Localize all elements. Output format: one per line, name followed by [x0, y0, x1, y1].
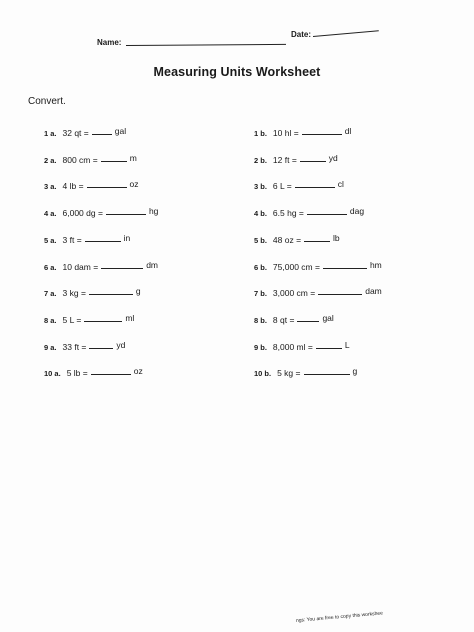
problem-3a	[44, 181, 139, 191]
target-unit: dag	[349, 206, 365, 217]
problem-2a	[44, 152, 137, 165]
problem-number: 8 a.	[44, 315, 57, 325]
answer-blank[interactable]	[318, 294, 362, 295]
target-unit: gal	[114, 126, 127, 136]
problem-number: 8 b.	[254, 315, 267, 325]
problem-expression: 75,000 cm =	[272, 261, 320, 272]
problem-expression: 3 kg =	[62, 288, 86, 299]
problem-expression: 5 kg =	[277, 368, 301, 379]
target-unit: cl	[337, 179, 344, 190]
problem-6a	[44, 259, 159, 272]
problem-5b	[254, 232, 340, 245]
name-label: Name:	[97, 38, 122, 47]
problem-expression: 800 cm =	[62, 154, 98, 165]
answer-blank[interactable]	[307, 214, 347, 215]
problem-9b	[254, 339, 350, 352]
answer-blank[interactable]	[87, 187, 127, 188]
problem-number: 9 b.	[254, 342, 267, 352]
target-unit: yd	[116, 339, 126, 350]
problem-number: 4 b.	[254, 209, 267, 219]
problem-2b	[254, 152, 338, 165]
target-unit: ml	[125, 312, 135, 323]
target-unit: L	[344, 339, 350, 350]
problem-expression: 6.5 hg =	[272, 208, 304, 219]
answer-blank[interactable]	[101, 161, 127, 162]
problem-number: 10 a.	[44, 369, 61, 379]
problem-number: 6 a.	[44, 262, 57, 272]
problem-8b	[254, 312, 334, 325]
target-unit: hm	[369, 259, 382, 270]
problem-number: 5 a.	[44, 235, 57, 245]
target-unit: oz	[133, 366, 143, 377]
problem-number: 2 a.	[44, 155, 57, 165]
problem-expression: 6 L =	[272, 181, 292, 192]
problem-expression: 5 lb =	[66, 368, 88, 379]
target-unit: g	[135, 286, 141, 297]
target-unit: g	[352, 366, 358, 377]
answer-blank[interactable]	[89, 348, 113, 349]
target-unit: hg	[148, 206, 159, 217]
problem-number: 4 a.	[44, 209, 57, 219]
footer-note: ngs: You are free to copy this workshee	[295, 610, 384, 624]
answer-blank[interactable]	[106, 214, 146, 215]
answer-blank[interactable]	[304, 374, 350, 375]
answer-blank[interactable]	[295, 187, 335, 188]
date-line	[313, 30, 379, 37]
problem-4a	[44, 208, 158, 218]
problem-expression: 10 dam =	[62, 261, 99, 272]
problem-10b	[254, 368, 357, 378]
problem-expression: 3 ft =	[62, 234, 82, 245]
problem-number: 3 b.	[254, 182, 267, 192]
target-unit: oz	[129, 179, 139, 190]
answer-blank[interactable]	[300, 161, 326, 162]
problem-7b	[254, 288, 382, 298]
problem-number: 7 b.	[254, 289, 267, 299]
problem-expression: 48 oz =	[272, 234, 302, 245]
answer-blank[interactable]	[85, 241, 121, 242]
problem-number: 7 a.	[44, 289, 57, 299]
problem-8a	[44, 312, 135, 325]
answer-blank[interactable]	[297, 321, 319, 322]
date-label: Date:	[291, 30, 312, 39]
target-unit: gal	[322, 312, 334, 323]
problem-number: 6 b.	[254, 262, 267, 272]
problem-expression: 3,000 cm =	[272, 288, 316, 299]
answer-blank[interactable]	[84, 321, 122, 322]
problem-10a	[44, 368, 143, 378]
problem-number: 1 b.	[254, 129, 267, 138]
problem-expression: 6,000 dg =	[62, 208, 103, 219]
problem-9a	[44, 339, 126, 352]
instruction-text: Convert.	[28, 96, 66, 107]
problem-expression: 12 ft =	[272, 154, 297, 165]
answer-blank[interactable]	[302, 134, 342, 135]
answer-blank[interactable]	[316, 348, 342, 349]
problem-number: 2 b.	[254, 155, 267, 165]
problem-expression: 33 ft =	[62, 341, 87, 352]
target-unit: dm	[146, 259, 159, 270]
problem-1b	[254, 128, 351, 138]
problem-expression: 10 hl =	[272, 128, 299, 138]
name-line	[126, 44, 286, 46]
problem-expression: 8,000 ml =	[272, 341, 313, 352]
problem-3b	[254, 181, 344, 191]
problem-number: 9 a.	[44, 342, 57, 352]
problem-5a	[44, 232, 131, 245]
target-unit: dl	[344, 126, 352, 136]
problem-number: 5 b.	[254, 235, 267, 245]
problem-4b	[254, 208, 364, 218]
problem-expression: 4 lb =	[62, 181, 84, 192]
target-unit: dam	[365, 286, 382, 297]
problem-expression: 5 L =	[62, 314, 82, 325]
target-unit: in	[123, 232, 131, 243]
target-unit: yd	[328, 152, 338, 163]
problem-7a	[44, 288, 141, 298]
problem-number: 10 b.	[254, 369, 272, 379]
answer-blank[interactable]	[89, 294, 133, 295]
problem-6b	[254, 259, 382, 272]
problem-expression: 8 qt =	[272, 314, 295, 325]
problem-number: 1 a.	[44, 129, 57, 138]
answer-blank[interactable]	[91, 374, 131, 375]
answer-blank[interactable]	[92, 134, 112, 135]
target-unit: lb	[333, 232, 340, 243]
answer-blank[interactable]	[304, 241, 330, 242]
answer-blank[interactable]	[323, 268, 367, 269]
answer-blank[interactable]	[101, 268, 143, 269]
problem-number: 3 a.	[44, 182, 57, 192]
problem-expression: 32 qt =	[62, 128, 89, 138]
problem-1a	[44, 128, 126, 138]
page-title: Measuring Units Worksheet	[153, 65, 321, 79]
target-unit: m	[129, 152, 137, 163]
